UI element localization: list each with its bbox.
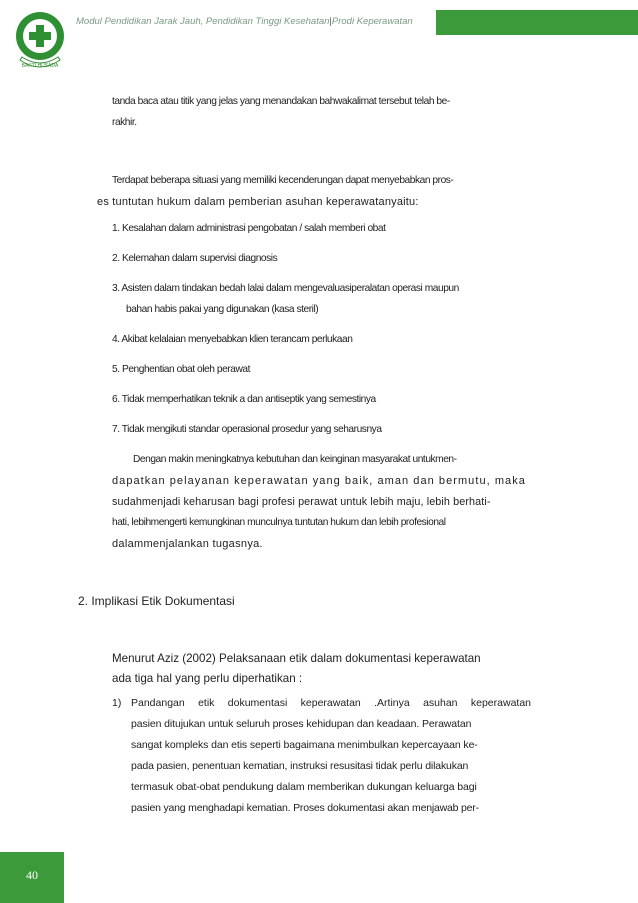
section-heading: 2. Implikasi Etik Dokumentasi bbox=[78, 594, 235, 608]
header-title: Modul Pendidikan Jarak Jauh, Pendidikan Tinggi Kesehatan bbox=[76, 16, 330, 27]
list-item: 6. Tidak memperhatikan teknik a dan antiseptik yang semestinya bbox=[112, 394, 376, 405]
list-item-line: pada pasien, penentuan kematian, instruksi resusitasi tidak perlu dilakukan bbox=[131, 760, 469, 772]
list-item-continuation: bahan habis pakai yang digunakan (kasa steril) bbox=[126, 304, 319, 315]
bakti-husada-logo bbox=[14, 8, 66, 76]
text-line: Terdapat beberapa situasi yang memiliki kecenderungan dapat menyebabkan pros- bbox=[112, 175, 454, 186]
list-number: 1) bbox=[112, 697, 122, 709]
header-separator: | bbox=[329, 16, 332, 27]
paragraph-line: ada tiga hal yang perlu diperhatikan : bbox=[112, 672, 303, 685]
list-item: 7. Tidak mengikuti standar operasional prosedur yang seharusnya bbox=[112, 424, 382, 435]
page-number: 40 bbox=[26, 868, 38, 882]
text-line: tanda baca atau titik yang jelas yang menandakan bahwakalimat tersebut telah be- bbox=[112, 96, 450, 107]
list-item-line: pasien ditujukan untuk seluruh proses kehidupan dan keadaan. Perawatan bbox=[131, 718, 472, 730]
list-item: 2. Kelemahan dalam supervisi diagnosis bbox=[112, 253, 278, 264]
text-line: rakhir. bbox=[112, 117, 137, 128]
paragraph-line: Dengan makin meningkatnya kebutuhan dan keinginan masyarakat untukmen- bbox=[133, 454, 457, 465]
list-item-line: termasuk obat-obat pendukung dalam memberikan dukungan keluarga bagi bbox=[131, 781, 477, 793]
paragraph-line: sudahmenjadi keharusan bagi profesi perawat untuk lebih maju, lebih berhati- bbox=[112, 496, 491, 508]
list-item: 3. Asisten dalam tindakan bedah lalai dalam mengevaluasiperalatan operasi maupun bbox=[112, 283, 459, 294]
paragraph-line: dalammenjalankan tugasnya. bbox=[112, 538, 263, 550]
header-subtitle: Prodi Keperawatan bbox=[331, 16, 413, 27]
paragraph-line: hati, lebihmengerti kemungkinan munculnya tuntutan hukum dan lebih profesional bbox=[112, 517, 446, 528]
list-item-line: Pandangan etik dokumentasi keperawatan .Artinya asuhan keperawatan bbox=[131, 697, 531, 709]
text-line: es tuntutan hukum dalam pemberian asuhan keperawatanyaitu: bbox=[97, 196, 419, 208]
header-accent-bar bbox=[436, 10, 638, 35]
paragraph-line: dapatkan pelayanan keperawatan yang baik, aman dan bermutu, maka bbox=[112, 475, 526, 487]
list-item: 4. Akibat kelalaian menyebabkan klien terancam perlukaan bbox=[112, 334, 353, 345]
list-item-line: sangat kompleks dan etis seperti bagaimana menimbulkan kepercayaan ke- bbox=[131, 739, 478, 751]
running-header bbox=[76, 16, 413, 27]
list-item: 5. Penghentian obat oleh perawat bbox=[112, 364, 250, 375]
list-item: 1. Kesalahan dalam administrasi pengobatan / salah memberi obat bbox=[112, 223, 386, 234]
list-item-line: pasien yang menghadapi kematian. Proses dokumentasi akan menjawab per- bbox=[131, 802, 479, 814]
paragraph-line: Menurut Aziz (2002) Pelaksanaan etik dalam dokumentasi keperawatan bbox=[112, 652, 481, 665]
logo-text: BAKTI HUSADA bbox=[21, 63, 59, 69]
